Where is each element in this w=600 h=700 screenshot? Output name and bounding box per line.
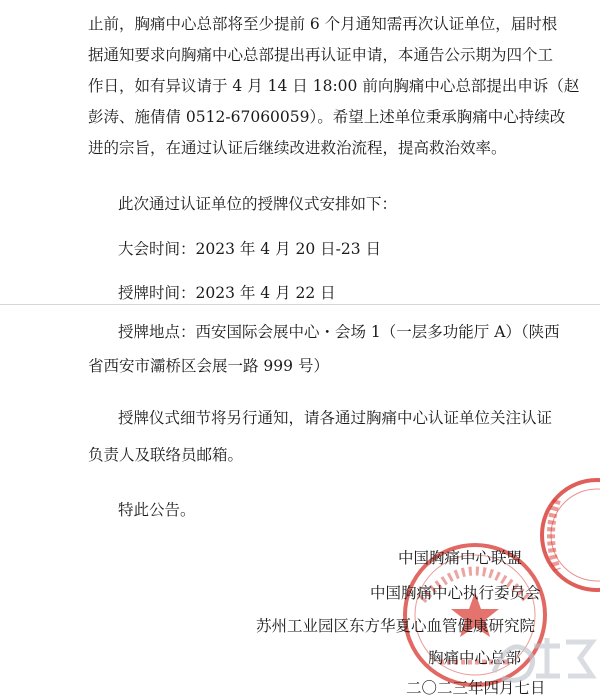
- award-location-line-1: 授牌地点：西安国际会展中心・会场 1（一层多功能厅 A）（陕西: [118, 323, 560, 341]
- edge-seal-icon: [527, 470, 600, 600]
- page-fold-line: [0, 304, 600, 305]
- signature-org-1: 中国胸痛中心联盟: [398, 549, 523, 567]
- paragraph-line-1: 止前，胸痛中心总部将至少提前 6 个月通知需再次认证单位，届时根: [88, 15, 558, 33]
- paragraph-line-2: 据通知要求向胸痛中心总部提出再认证申请，本通告公示期为四个工: [88, 46, 554, 64]
- signature-org-2: 中国胸痛中心执行委员会: [370, 584, 541, 602]
- award-time: 授牌时间：2023 年 4 月 22 日: [118, 284, 336, 302]
- notice-line-1: 授牌仪式细节将另行通知，请各通过胸痛中心认证单位关注认证: [118, 409, 553, 427]
- notice-line-2: 负责人及联络员邮箱。: [88, 446, 244, 464]
- signature-date: 二〇二三年四月七日: [406, 679, 546, 697]
- paragraph-line-5: 进的宗旨，在通过认证后继续改进救治流程，提高救治效率。: [88, 139, 507, 157]
- paragraph-line-3: 作日，如有异议请于 4 月 14 日 18:00 前向胸痛中心总部提出申诉（赵: [88, 77, 580, 95]
- closing-text: 特此公告。: [118, 501, 196, 519]
- meeting-time: 大会时间：2023 年 4 月 20 日-23 日: [118, 240, 382, 258]
- watermark-logo-icon: [488, 628, 598, 688]
- signature-org-4: 胸痛中心总部: [428, 649, 522, 667]
- signature-org-3: 苏州工业园区东方华夏心血管健康研究院: [256, 617, 536, 635]
- paragraph-line-4: 彭涛、施倩倩 0512-67060059）。希望上述单位秉承胸痛中心持续改: [88, 108, 566, 126]
- ceremony-intro: 此次通过认证单位的授牌仪式安排如下：: [118, 195, 398, 213]
- award-location-line-2: 省西安市灞桥区会展一路 999 号）: [88, 357, 329, 375]
